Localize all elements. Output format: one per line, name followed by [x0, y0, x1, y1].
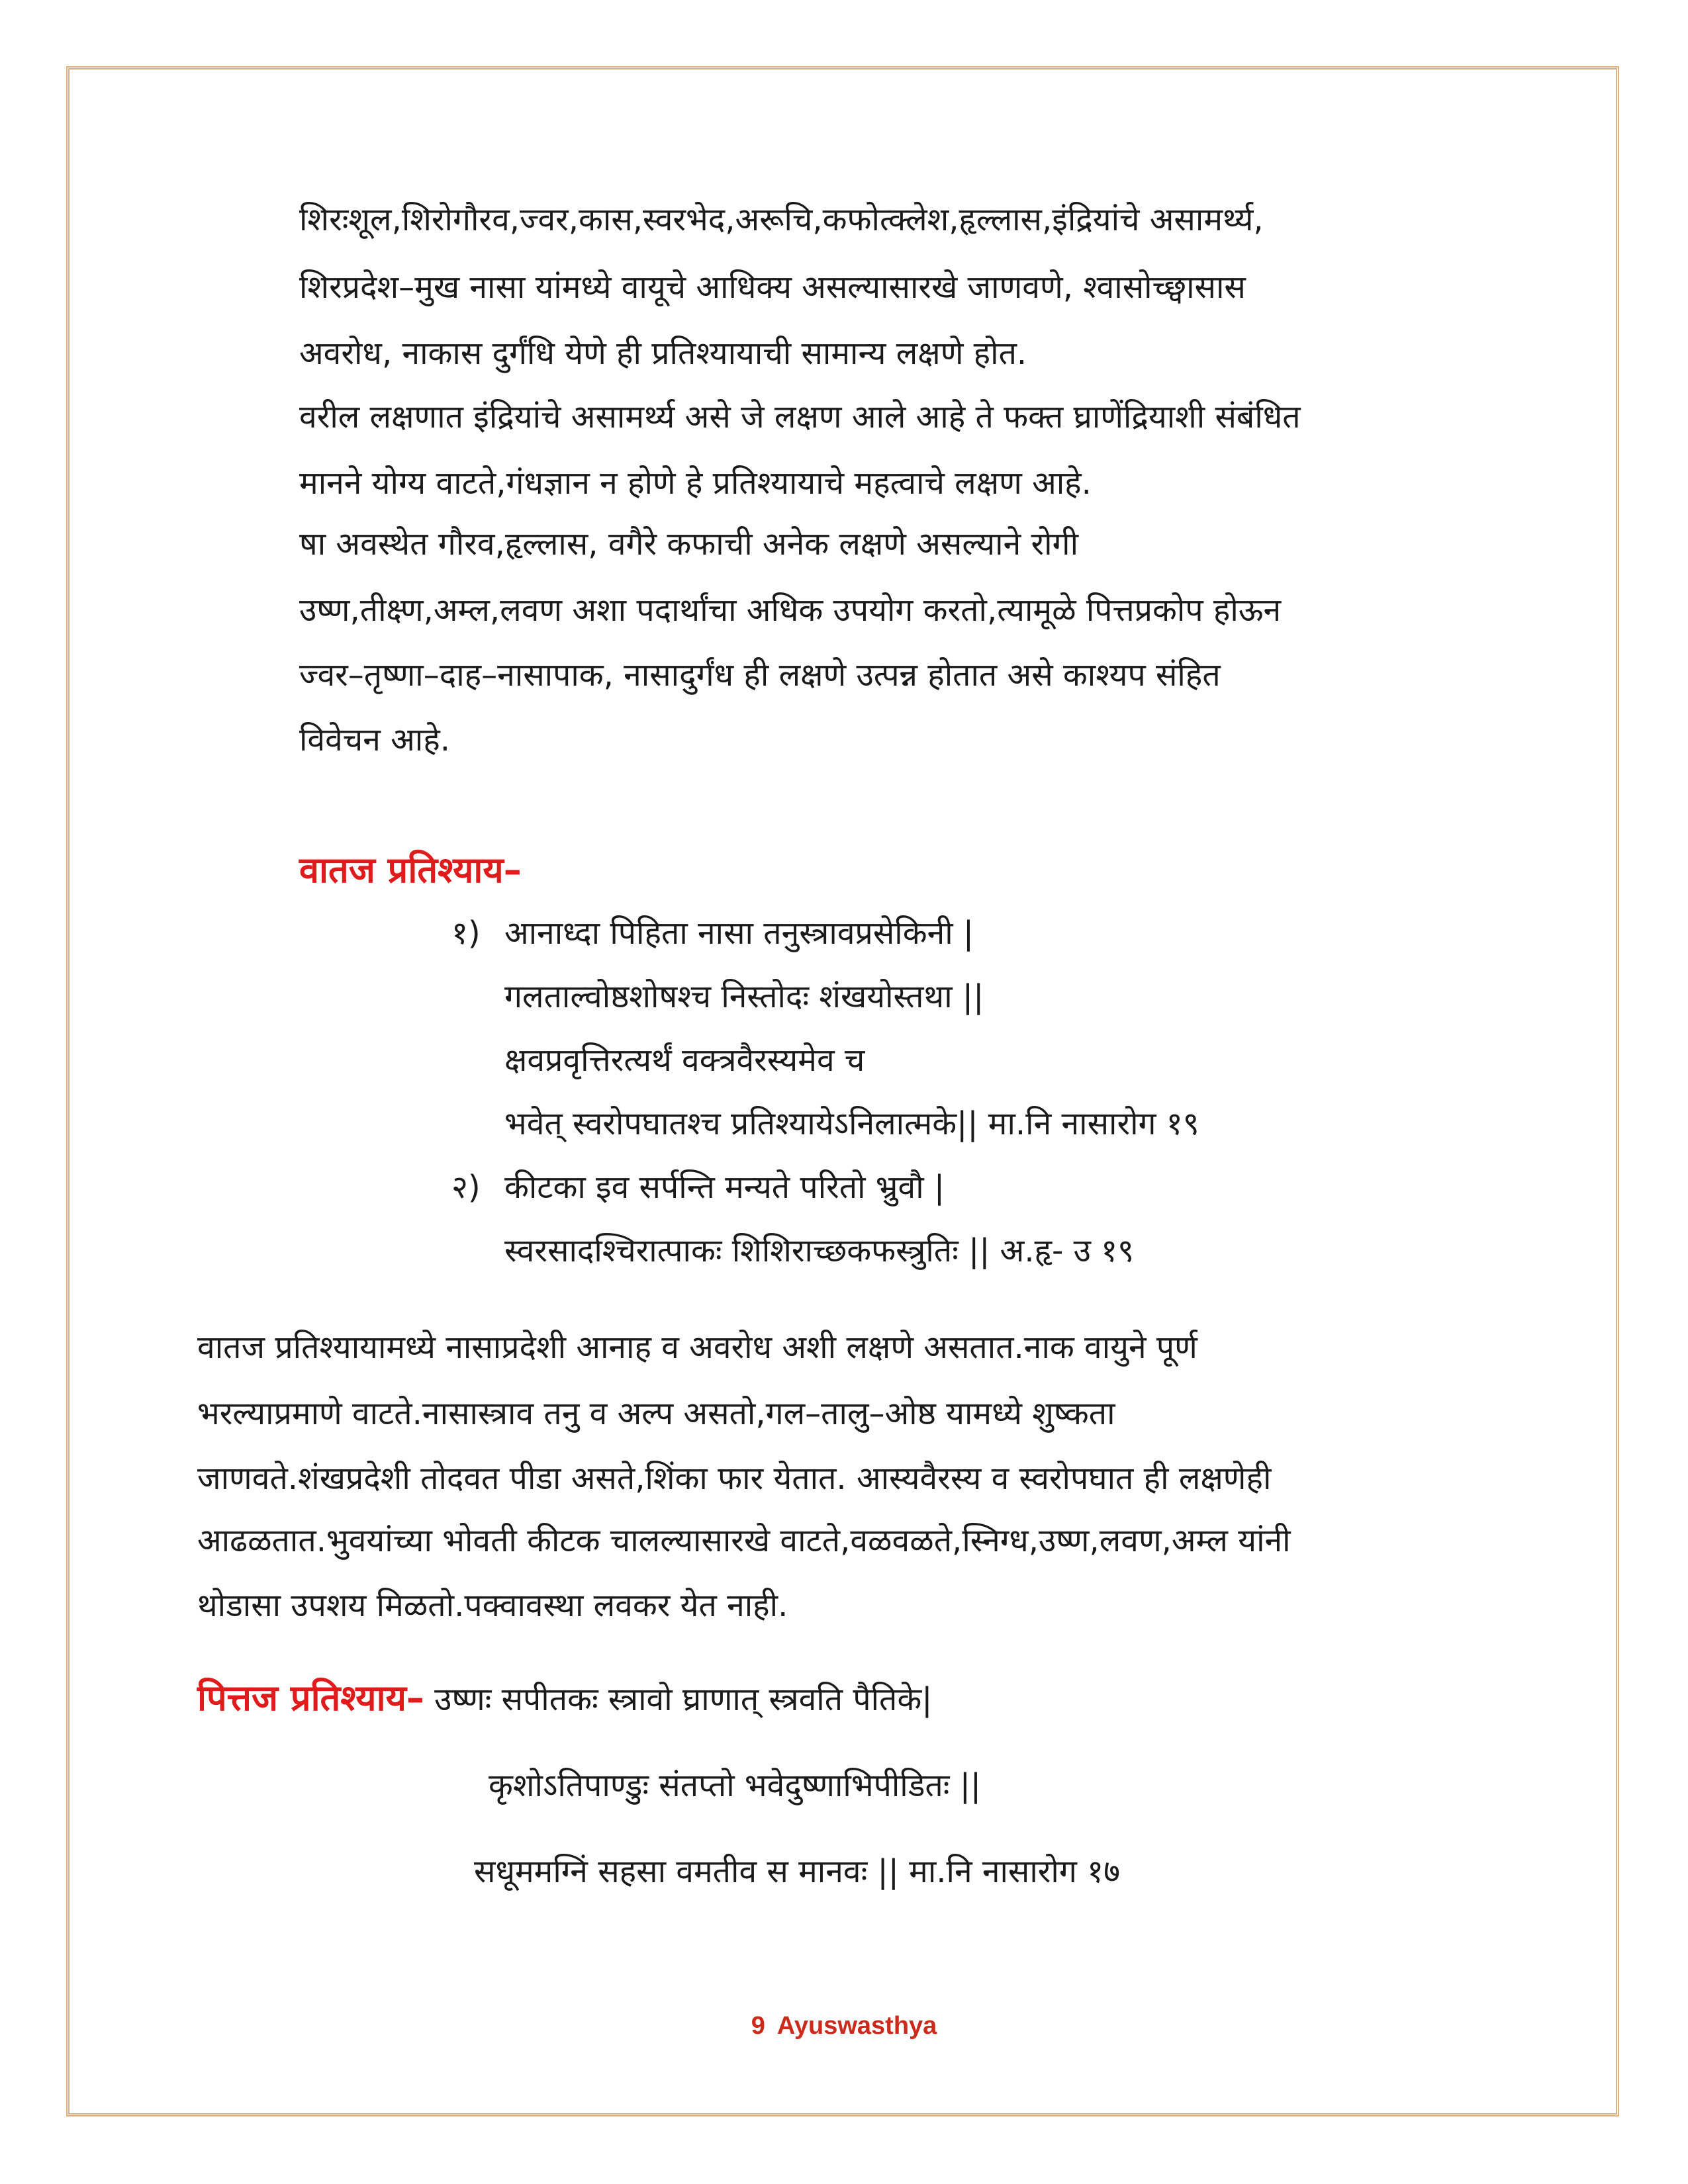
intro-line: शिरप्रदेश–मुख नासा यांमध्ये वायूचे आधिक्य असल्यासारखे जाणवणे, श्वासोच्छ्वासास — [299, 269, 1246, 306]
verse-line: कृशोऽतिपाण्डुः संतप्तो भवेदुष्णाभिपीडितः || — [489, 1767, 982, 1804]
explanation-line: थोडासा उपशय मिळतो.पक्वावस्था लवकर येत नाही. — [197, 1587, 788, 1624]
page-border — [66, 66, 1619, 2116]
verse-line: स्वरसादश्चिरात्पाकः शिशिराच्छकफस्त्रुतिः || अ.हृ- उ १९ — [504, 1232, 1135, 1269]
explanation-line: वातज प्रतिश्यायामध्ये नासाप्रदेशी आनाह व अवरोध अशी लक्षणे असतात.नाक वायुने पूर्ण — [197, 1329, 1197, 1366]
intro-line: ज्वर–तृष्णा–दाह–नासापाक, नासादुर्गंध ही लक्षणे उत्पन्न होतात असे काश्यप संहित — [299, 657, 1221, 694]
verse-line: भवेत् स्वरोपघातश्च प्रतिश्यायेऽनिलात्मके|| मा.नि नासारोग १९ — [504, 1105, 1199, 1142]
pittaj-heading: पित्तज प्रतिश्याय– — [197, 1677, 424, 1719]
verse-line: आनाध्दा पिहिता नासा तनुस्त्रावप्रसेकिनी | — [504, 915, 974, 952]
verse-line: क्षवप्रवृत्तिरत्यर्थं वक्त्रवैरस्यमेव च — [504, 1042, 865, 1079]
verse-line: गलताल्वोष्ठशोषश्च निस्तोदः शंखयोस्तथा || — [504, 978, 984, 1015]
page-footer — [0, 2012, 1688, 2040]
intro-line: अवरोध, नाकास दुर्गंधि येणे ही प्रतिश्यायाची सामान्य लक्षणे होत. — [299, 335, 1027, 372]
verse-item — [451, 913, 974, 953]
intro-line: षा अवस्थेत गौरव,हृल्लास, वगैरे कफाची अनेक लक्षणे असल्याने रोगी — [299, 525, 1078, 563]
intro-line: वरील लक्षणात इंद्रियांचे असामर्थ्य असे जे लक्षण आले आहे ते फक्त घ्राणेंद्रियाशी संबंधित — [299, 398, 1301, 435]
verse-item — [451, 1167, 945, 1207]
explanation-line: जाणवते.शंखप्रदेशी तोदवत पीडा असते,शिंका फार येतात. आस्यवैरस्य व स्वरोपघात ही लक्षणेही — [197, 1460, 1272, 1497]
pittaj-first-line: उष्णः सपीतकः स्त्रावो घ्राणात् स्त्रवति पैतिके| — [424, 1681, 933, 1718]
vataj-heading: वातज प्रतिश्याय– — [299, 849, 522, 891]
footer-brand: Ayuswasthya — [776, 2012, 937, 2040]
verse-number: १) — [451, 915, 481, 952]
intro-line: विवेचन आहे. — [299, 721, 450, 758]
verse-line: कीटका इव सर्पन्ति मन्यते परितो भ्रुवौ | — [504, 1169, 945, 1206]
verse-line: सधूममग्निं सहसा वमतीव स मानवः || मा.नि नासारोग १७ — [474, 1853, 1121, 1890]
intro-line: उष्ण,तीक्ष्ण,अम्ल,लवण अशा पदार्थांचा अधिक उपयोग करतो,त्यामूळे पित्तप्रकोप होऊन — [299, 592, 1282, 629]
verse-number: २) — [451, 1169, 481, 1206]
pittaj-row — [197, 1678, 932, 1719]
explanation-line: भरल्याप्रमाणे वाटते.नासास्त्राव तनु व अल्प असतो,गल–तालु–ओष्ठ यामध्ये शुष्कता — [197, 1395, 1115, 1432]
intro-line: शिरःशूल,शिरोगौरव,ज्वर,कास,स्वरभेद,अरूचि,कफोत्क्लेश,हृल्लास,इंद्रियांचे असामर्थ्य, — [299, 201, 1264, 238]
intro-line: मानने योग्य वाटते,गंधज्ञान न होणे हे प्रतिश्यायाचे महत्वाचे लक्षण आहे. — [299, 465, 1092, 502]
page-number: 9 — [751, 2012, 765, 2040]
explanation-line: आढळतात.भुवयांच्या भोवती कीटक चालल्यासारखे वाटते,वळवळते,स्निग्ध,उष्ण,लवण,अम्ल यांनी — [197, 1522, 1291, 1559]
